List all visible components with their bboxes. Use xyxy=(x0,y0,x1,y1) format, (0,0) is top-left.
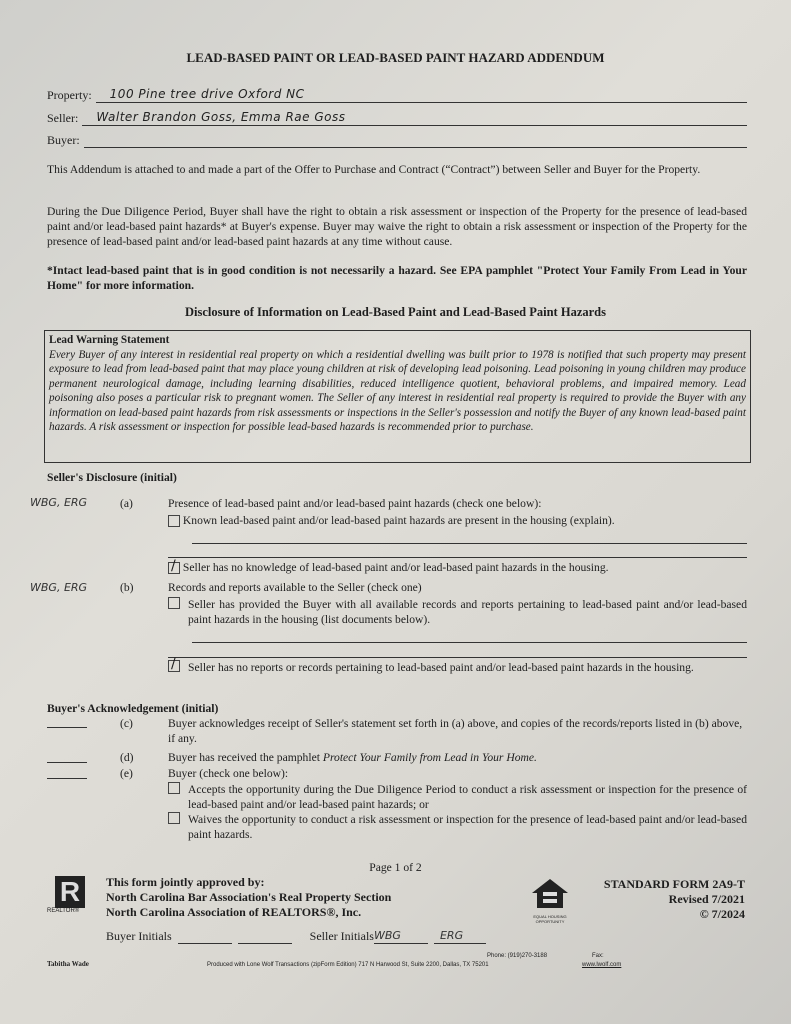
seller-disclosure-heading: Seller's Disclosure (initial) xyxy=(47,471,177,484)
checkbox-a1[interactable] xyxy=(168,515,180,527)
bar-association: North Carolina Bar Association's Real Property Section xyxy=(106,890,392,904)
lead-warning-box xyxy=(44,330,751,463)
pamphlet-title: Protect Your Family from Lead in Your Home. xyxy=(322,751,537,764)
option-a2-text: Seller has no knowledge of lead-based paint and/or lead-based paint hazards in the housing. xyxy=(182,561,609,574)
buyer-initials-label: Buyer Initials xyxy=(106,929,172,943)
phone: Phone: (919)270-3188 xyxy=(487,953,548,959)
page-number: Page 1 of 2 xyxy=(369,861,422,874)
eho-text: EQUAL HOUSING OPPORTUNITY xyxy=(533,914,567,924)
checkbox-e2[interactable] xyxy=(168,812,180,824)
label-d: (d) xyxy=(120,751,134,764)
option-e2-text: Waives the opportunity to conduct a risk assessment or inspection for the presence of lead-based paint and/or lead-based paint hazards. xyxy=(188,813,747,841)
initials-row xyxy=(106,928,486,944)
equal-housing-logo xyxy=(520,877,580,924)
disclosure-heading: Disclosure of Information on Lead-Based Paint and Lead-Based Paint Hazards xyxy=(185,305,606,319)
buyer-initial-1[interactable] xyxy=(178,931,232,944)
checkbox-b1[interactable] xyxy=(168,597,180,609)
option-b2[interactable] xyxy=(168,657,747,675)
option-a2[interactable] xyxy=(168,557,747,575)
property-value[interactable]: 100 Pine tree drive Oxford NC xyxy=(96,88,747,103)
produced-with: Produced with Lone Wolf Transactions (zipForm Edition) 717 N Harwood St, Suite 2200, Dallas, TX 75201 xyxy=(207,962,489,968)
option-a1-text: Known lead-based paint and/or lead-based paint hazards are present in the housing (explain). xyxy=(182,514,615,527)
option-e1[interactable] xyxy=(168,782,747,812)
buyer-initial-2[interactable] xyxy=(238,931,292,944)
label-c: (c) xyxy=(120,717,133,730)
option-b1-text: Seller has provided the Buyer with all available records and reports pertaining to lead-based paint and/or lead-based paint hazards in the housing (list documents below). xyxy=(188,598,747,626)
realtors-association: North Carolina Association of REALTORS®, Inc. xyxy=(106,905,362,919)
label-e: (e) xyxy=(120,767,133,780)
checkbox-b2[interactable] xyxy=(168,660,180,672)
lwolf-link[interactable]: www.lwolf.com xyxy=(582,962,622,968)
item-b-text: Records and reports available to the Seller (check one) xyxy=(168,581,422,594)
property-field xyxy=(47,88,747,103)
item-d-text xyxy=(168,750,747,765)
item-c-text: Buyer acknowledges receipt of Seller's statement set forth in (a) above, and copies of the records/reports listed in (b) above, if any. xyxy=(168,717,743,745)
initials-a-text: WBG, ERG xyxy=(30,496,88,509)
initials-e[interactable] xyxy=(47,778,87,779)
checkbox-a2[interactable] xyxy=(168,562,180,574)
approval-block xyxy=(106,875,391,920)
option-e2[interactable] xyxy=(168,812,747,842)
revised-date: Revised 7/2021 xyxy=(668,892,745,906)
initials-d[interactable] xyxy=(47,762,87,763)
seller-initials-label: Seller Initials xyxy=(309,929,374,943)
item-d-pre: Buyer has received the pamphlet xyxy=(168,751,323,764)
fax: Fax: xyxy=(592,953,604,959)
equal-housing-icon xyxy=(530,877,570,909)
checkbox-e1[interactable] xyxy=(168,782,180,794)
hazard-note: *Intact lead-based paint that is in good condition is not necessarily a hazard. See EPA pamphlet "Protect Your Family From Lead in Your Home" for more information. xyxy=(47,264,747,292)
form-info xyxy=(604,877,745,922)
explain-line[interactable] xyxy=(192,543,747,544)
initials-a[interactable] xyxy=(30,495,120,510)
buyer-field xyxy=(47,133,747,148)
due-diligence-paragraph: During the Due Diligence Period, Buyer shall have the right to obtain a risk assessment or inspection of the Property for the presence of lead-based paint and/or lead-based paint hazards* at Buyer's expense. Buyer may waive the right to obtain a risk assessment or inspection of the Property for the presence of lead-based paint and/or lead-based paint hazards at any time without cause. xyxy=(47,205,747,248)
intro-paragraph: This Addendum is attached to and made a part of the Offer to Purchase and Contract (“Contract”) between Seller and Buyer for the Property. xyxy=(47,163,701,176)
seller-initial-2[interactable]: ERG xyxy=(434,928,486,944)
buyer-value[interactable] xyxy=(84,133,747,148)
seller-field xyxy=(47,111,747,126)
initials-c[interactable] xyxy=(47,727,87,728)
warning-heading: Lead Warning Statement xyxy=(49,334,170,346)
seller-initial-1[interactable]: WBG xyxy=(374,928,428,944)
property-label: Property: xyxy=(47,88,92,102)
label-a: (a) xyxy=(120,497,133,510)
option-b2-text: Seller has no reports or records pertaining to lead-based paint and/or lead-based paint hazards in the housing. xyxy=(188,661,694,674)
initials-b-text: WBG, ERG xyxy=(30,581,88,594)
buyer-ack-heading: Buyer's Acknowledgement (initial) xyxy=(47,702,219,715)
initials-b[interactable] xyxy=(30,580,120,595)
option-b1[interactable] xyxy=(168,597,747,627)
agent-name: Tabitha Wade xyxy=(47,960,89,968)
copyright: © 7/2024 xyxy=(699,907,745,921)
warning-text: Every Buyer of any interest in residential real property on which a residential dwelling was built prior to 1978 is notified that such property may present exposure to lead from lead-based paint that may place young children at risk of developing lead poisoning. Lead poisoning in young children may produce permanent neurological damage, including learning disabilities, reduced intelligence quotient, behavioral problems, and impaired memory. Lead poisoning also poses a particular risk to pregnant women. The Seller of any interest in residential real property is required to provide the Buyer with any information on lead-based paint hazards from risk assessments or inspections in the Seller's possession and notify the Buyer of any known lead-based paint hazards. A risk assessment or inspection for possible lead-based hazards is recommended prior to purchase. xyxy=(49,348,746,433)
document-title: LEAD-BASED PAINT OR LEAD-BASED PAINT HAZARD ADDENDUM xyxy=(186,50,605,65)
realtor-r-icon: R xyxy=(55,876,85,908)
label-b: (b) xyxy=(120,581,134,594)
buyer-label: Buyer: xyxy=(47,133,80,147)
documents-line[interactable] xyxy=(192,642,747,643)
option-a1[interactable] xyxy=(168,513,747,528)
seller-label: Seller: xyxy=(47,111,79,125)
realtor-text: REALTOR® xyxy=(47,908,80,914)
seller-value[interactable]: Walter Brandon Goss, Emma Rae Goss xyxy=(82,111,747,126)
form-number: STANDARD FORM 2A9-T xyxy=(603,877,745,891)
realtor-logo xyxy=(47,876,99,914)
approved-by: This form jointly approved by: xyxy=(106,875,265,889)
item-a-text: Presence of lead-based paint and/or lead-based paint hazards (check one below): xyxy=(168,497,542,510)
item-e-text: Buyer (check one below): xyxy=(168,767,289,780)
option-e1-text: Accepts the opportunity during the Due Diligence Period to conduct a risk assessment or inspection for the presence of lead-based paint and/or lead-based paint hazards; or xyxy=(188,783,747,811)
